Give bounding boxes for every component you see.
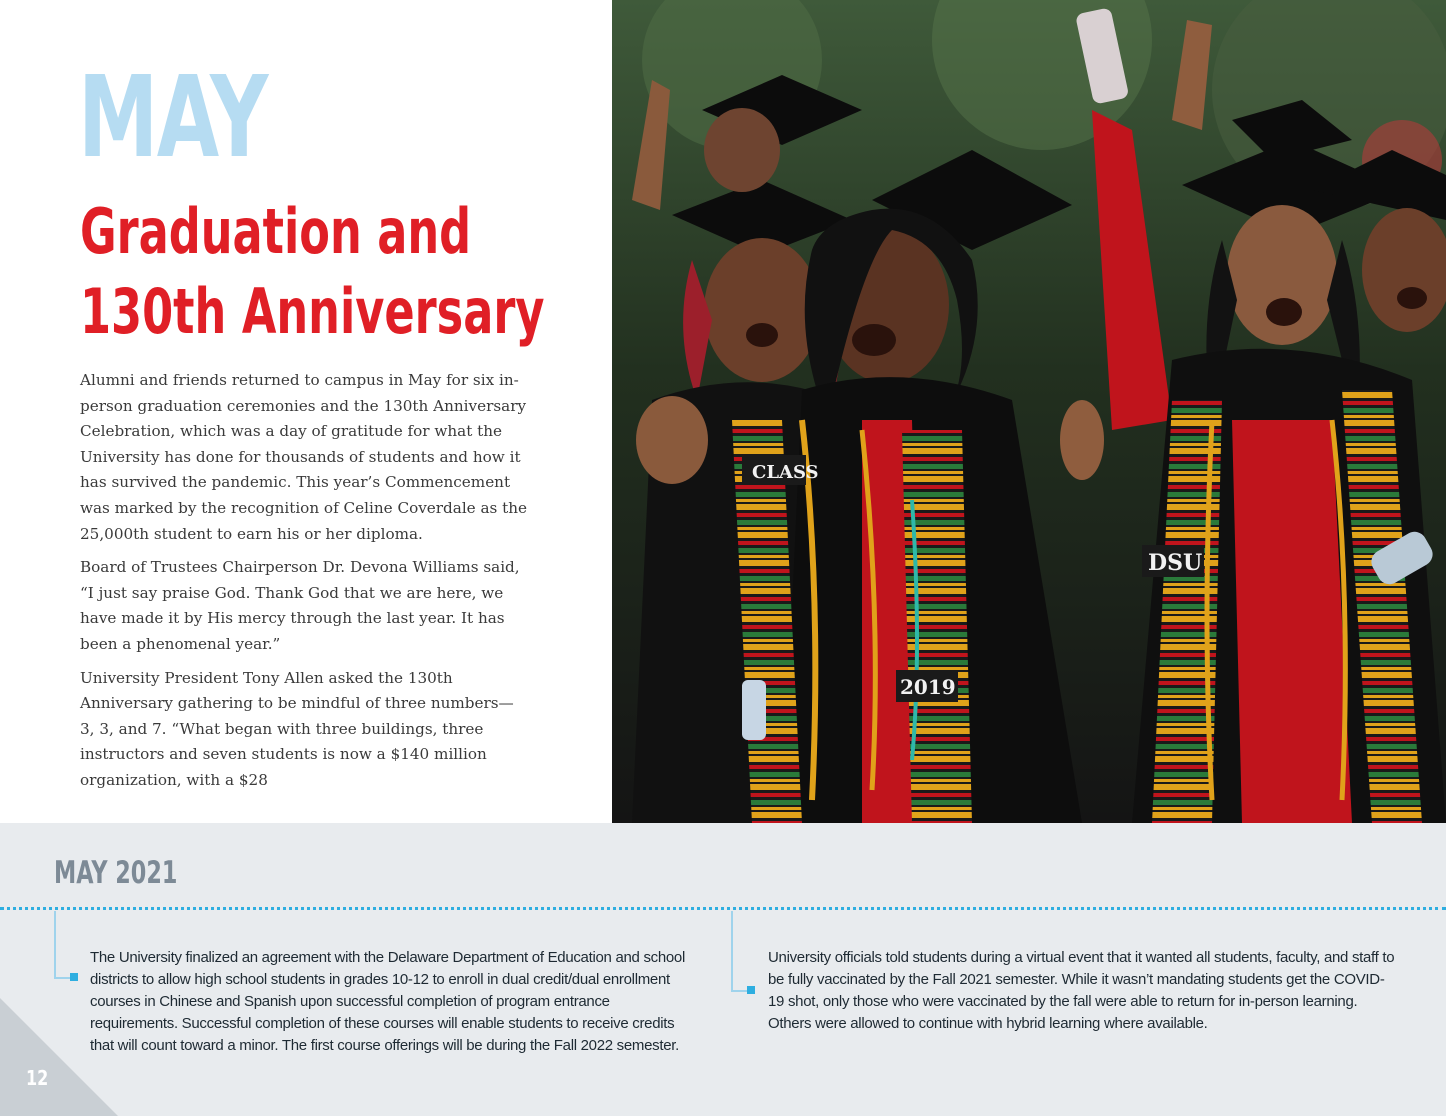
page-number: 12 — [26, 1066, 49, 1090]
timeline-marker — [747, 986, 755, 994]
stole-text-dsu: DSU — [1148, 550, 1203, 576]
headline-line-2: 130th Anniversary — [80, 275, 545, 348]
timeline-connector — [731, 911, 733, 990]
graduation-photo — [612, 0, 1446, 823]
article-column — [0, 0, 612, 823]
article-paragraph: Board of Trustees Chairperson Dr. Devona Williams said, “I just say praise God. Thank God that we are here, we have made it by His mercy through the last year. It has been a phenomenal year.” — [80, 558, 520, 653]
timeline-band — [0, 823, 1446, 1116]
timeline-entry: The University finalized an agreement with the Delaware Department of Education and school districts to allow high school students in grades 10-12 to enroll in dual credit/dual enrollment courses in Chinese and Spanish upon successful completion of program entrance requirements. Successful completion of these courses will enable students to receive credits that will count toward a minor. The first course offerings will be during the Fall 2022 semester. — [90, 949, 686, 1054]
stole-text-year: 2019 — [900, 675, 956, 699]
article-body — [80, 368, 530, 802]
article-paragraph: University President Tony Allen asked the 130th Anniversary gathering to be mindful of three numbers— 3, 3, and 7. “What began with three buildings, three instructors and seven students is now a $140 million organization, with a $28 — [80, 668, 514, 789]
timeline-title: MAY 2021 — [54, 855, 178, 891]
timeline-dotted-line — [0, 907, 1446, 910]
page-corner — [0, 998, 118, 1116]
article-paragraph: Alumni and friends returned to campus in May for six in-person graduation ceremonies and the 130th Anniversary Celebration, which was a day of gratitude for what the University has done for thousands of students and how it has survived the pandemic. This year’s Commencement was marked by the recognition of Celine Coverdale as the 25,000th student to earn his or her diploma. — [80, 371, 528, 543]
timeline-connector — [54, 911, 56, 977]
timeline-connector — [731, 990, 747, 992]
timeline-marker — [70, 973, 78, 981]
graduates-illustration — [612, 0, 1446, 823]
timeline-entry: University officials told students during a virtual event that it wanted all students, faculty, and staff to be fully vaccinated by the Fall 2021 semester. While it wasn’t mandating students get the COVID-19 shot, only those who were vaccinated by the fall were able to return for in-person learning. Others were allowed to continue with hybrid learning where available. — [768, 949, 1395, 1032]
month-heading: MAY — [78, 53, 268, 183]
stole-text-class: CLASS — [752, 462, 819, 483]
article-headline — [80, 192, 545, 352]
timeline-connector — [54, 977, 70, 979]
headline-line-1: Graduation and — [80, 195, 472, 268]
